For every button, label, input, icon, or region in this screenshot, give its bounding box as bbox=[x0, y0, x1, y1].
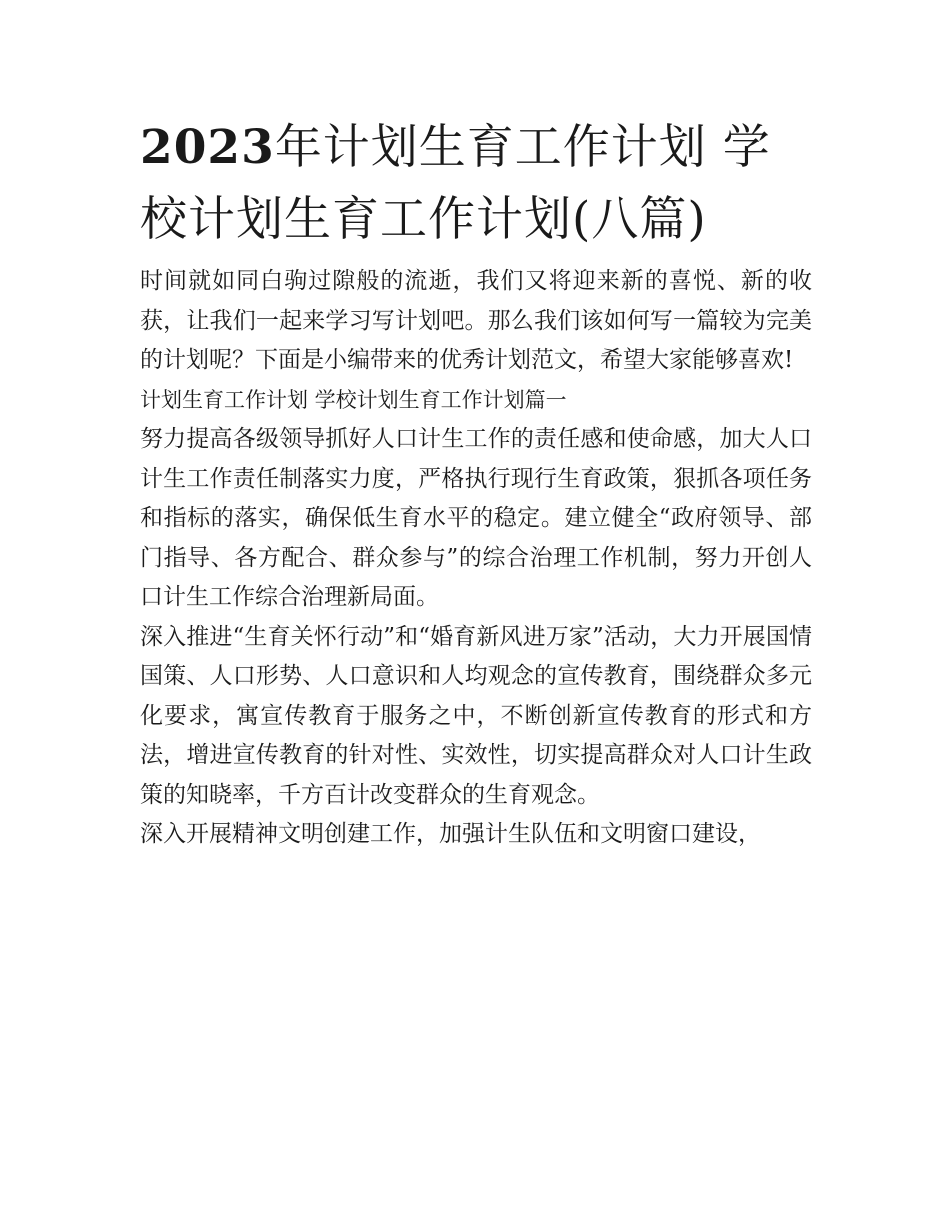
intro-paragraph: 时间就如同白驹过隙般的流逝，我们又将迎来新的喜悦、新的收获，让我们一起来学习写计划吧。那么我们该如何写一篇较为完美的计划呢？下面是小编带来的优秀计划范文，希望大家能够喜欢! bbox=[140, 268, 812, 373]
document-title bbox=[140, 112, 812, 256]
title-text: 年计划生育工作计划 学校计划生育工作计划(八篇) bbox=[140, 120, 771, 247]
section-heading: 计划生育工作计划 学校计划生育工作计划篇一 bbox=[140, 387, 567, 412]
body-paragraph-3: 深入开展精神文明创建工作，加强计生队伍和文明窗口建设， bbox=[140, 821, 761, 847]
document-page bbox=[140, 112, 812, 855]
body-paragraph-2: 深入推进“生育关怀行动”和“婚育新风进万家”活动，大力开展国情国策、人口形势、人口意识和人均观念的宣传教育，围绕群众多元化要求，寓宣传教育于服务之中，不断创新宣传教育的形式和方法，增进宣传教育的针对性、实效性，切实提高群众对人口计生政策的知晓率，千方百计改变群众的生育观念。 bbox=[140, 623, 812, 808]
body-paragraph-1: 努力提高各级领导抓好人口计生工作的责任感和使命感，加大人口计生工作责任制落实力度，严格执行现行生育政策，狠抓各项任务和指标的落实，确保低生育水平的稳定。建立健全“政府领导、部门指导、各方配合、群众参与”的综合治理工作机制，努力开创人口计生工作综合治理新局面。 bbox=[140, 426, 812, 610]
title-year: 2023 bbox=[140, 120, 275, 175]
